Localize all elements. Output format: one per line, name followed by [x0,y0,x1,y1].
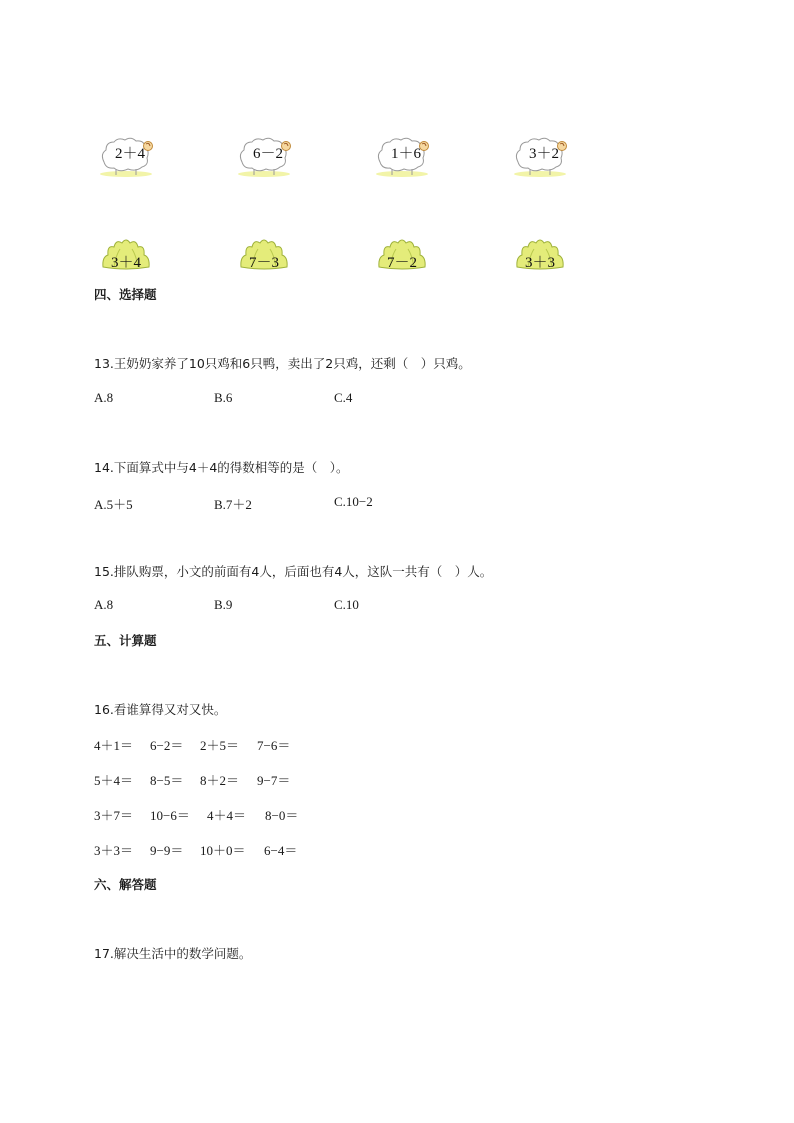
question-13: 13.王奶奶家养了10只鸡和6只鸭，卖出了2只鸡，还剩（ ）只鸡。 [94,356,471,371]
grass-card-2 [238,237,290,271]
sheep-card-1 [98,134,162,178]
question-16: 16.看谁算得又对又快。 [94,702,227,717]
sheep-expression: 2＋4 [114,146,145,162]
calc-item: 7−6＝ [257,738,291,753]
question-17: 17.解决生活中的数学问题。 [94,946,252,961]
question-14: 14.下面算式中与4＋4的得数相等的是（ ）。 [94,460,349,475]
q15-option-c[interactable]: C.10 [334,597,359,612]
grass-expression: 3＋4 [110,255,141,271]
calc-item: 10−6＝ [150,808,190,823]
sheep-card-2 [236,134,300,178]
calc-item: 3＋3＝ [94,843,134,858]
grass-card-4 [514,237,566,271]
grass-expression: 7－2 [386,255,417,271]
calc-row-2 [94,770,290,789]
q15-option-a[interactable]: A.8 [94,597,114,612]
q14-option-c[interactable]: C.10−2 [334,494,373,509]
calc-item: 10＋0＝ [200,843,246,858]
calc-item: 8−0＝ [265,808,299,823]
section-title-answer: 六、解答题 [94,877,157,892]
section-title-choice: 四、选择题 [94,287,157,302]
q13-option-a[interactable]: A.8 [94,390,114,405]
calc-row-3 [94,805,298,824]
q14-option-b[interactable]: B.7＋2 [214,497,252,512]
calc-item: 5＋4＝ [94,773,134,788]
q15-option-b[interactable]: B.9 [214,597,233,612]
sheep-expression: 6－2 [252,146,283,162]
calc-item: 9−9＝ [150,843,184,858]
question-15: 15.排队购票，小文的前面有4人，后面也有4人，这队一共有（ ）人。 [94,564,493,579]
calc-item: 2＋5＝ [200,738,240,753]
sheep-expression: 3＋2 [528,146,559,162]
calc-item: 9−7＝ [257,773,291,788]
section-title-calc: 五、计算题 [94,633,157,648]
calc-item: 6−4＝ [264,843,298,858]
q13-option-b[interactable]: B.6 [214,390,233,405]
calc-row-1 [94,735,290,754]
grass-expression: 7－3 [248,255,279,271]
q14-option-a[interactable]: A.5＋5 [94,497,133,512]
sheep-card-3 [374,134,438,178]
sheep-expression: 1＋6 [390,146,421,162]
calc-item: 3＋7＝ [94,808,134,823]
calc-item: 8＋2＝ [200,773,240,788]
calc-item: 4＋1＝ [94,738,134,753]
sheep-card-4 [512,134,576,178]
grass-card-1 [100,237,152,271]
grass-card-3 [376,237,428,271]
calc-row-4 [94,840,297,859]
calc-item: 8−5＝ [150,773,184,788]
q13-option-c[interactable]: C.4 [334,390,353,405]
calc-item: 6−2＝ [150,738,184,753]
grass-expression: 3＋3 [524,255,555,271]
calc-item: 4＋4＝ [207,808,247,823]
